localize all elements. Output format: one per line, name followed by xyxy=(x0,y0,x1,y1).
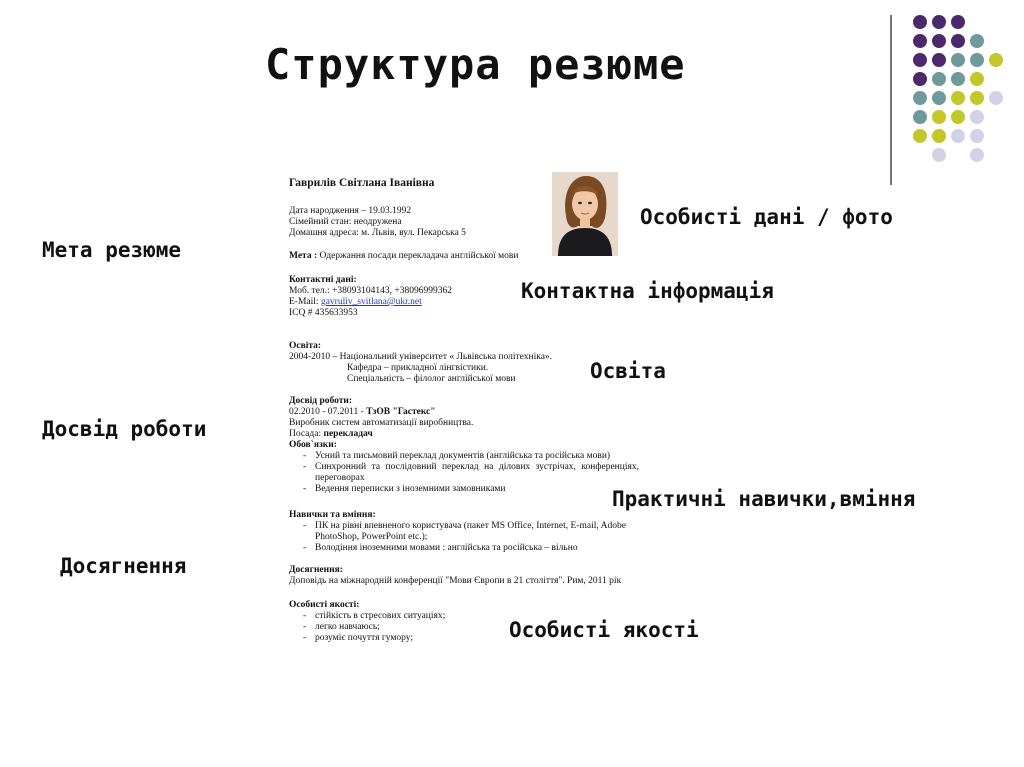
resume-exp-period: 02.2010 - 07.2011 - xyxy=(289,407,364,417)
resume-skill-item: - ПК на рівні впевненого користувача (пакет MS Office, Internet, E-mail, Adobe PhotoShop, PowerPoint etc.); xyxy=(289,521,639,543)
resume-contacts-heading: Контактні дані: xyxy=(289,275,357,285)
decor-dot xyxy=(989,53,1003,67)
label-goal: Мета резюме xyxy=(42,238,182,262)
decor-dot xyxy=(951,34,965,48)
label-achievements: Досягнення xyxy=(60,554,187,578)
decor-dot xyxy=(932,53,946,67)
decor-dot xyxy=(932,34,946,48)
resume-position-value: перекладач xyxy=(323,429,373,439)
decor-dot xyxy=(913,34,927,48)
decor-dot xyxy=(970,53,984,67)
label-personal-data: Особисті дані / фото xyxy=(640,205,893,229)
label-skills: Практичні навички,вміння xyxy=(612,487,916,511)
decor-dot xyxy=(951,53,965,67)
resume-experience xyxy=(289,396,639,495)
resume-document xyxy=(289,178,639,648)
decor-dot xyxy=(913,15,927,29)
resume-goal-text: Одержання посади перекладача англійської мови xyxy=(319,251,519,261)
decor-dot xyxy=(932,129,946,143)
decor-dot xyxy=(913,91,927,105)
resume-qualities xyxy=(289,600,639,644)
resume-email-link[interactable]: gavruliv_svitlana@ukr.net xyxy=(320,297,422,307)
decor-dot xyxy=(932,91,946,105)
resume-contacts xyxy=(289,275,639,319)
label-contacts: Контактна інформація xyxy=(521,279,774,303)
decor-dot xyxy=(913,72,927,86)
resume-marital: Сімейний стан: неодружена xyxy=(289,217,402,227)
decor-dot xyxy=(951,15,965,29)
resume-experience-heading: Досвід роботи: xyxy=(289,396,353,406)
resume-education-line: Кафедра – прикладної лінгвістики. xyxy=(347,363,489,373)
resume-achievements xyxy=(289,565,639,587)
resume-duty-item: - Синхронний та послідовний переклад на ділових зустрічах, конференціях, переговорах xyxy=(289,462,639,484)
resume-quality-item: - легко навчаюсь; xyxy=(289,622,639,633)
resume-email-label: E-Mail: xyxy=(289,297,319,307)
resume-position xyxy=(289,429,639,440)
resume-education-heading: Освіта: xyxy=(289,341,322,351)
resume-skills xyxy=(289,510,639,554)
slide-title: Структура резюме xyxy=(265,40,686,89)
resume-achievement: Доповідь на міжнародній конференції "Мови Європи в 21 століття". Рим, 2011 рік xyxy=(289,576,622,586)
decor-dot xyxy=(970,91,984,105)
resume-birth: Дата народження – 19.03.1992 xyxy=(289,206,412,216)
resume-education xyxy=(289,341,639,385)
decor-dot xyxy=(913,110,927,124)
decor-dot xyxy=(951,72,965,86)
resume-address: Домашня адреса: м. Львів, вул. Пекарська 5 xyxy=(289,228,466,238)
divider-line xyxy=(890,15,892,185)
decor-dot xyxy=(913,129,927,143)
resume-qualities-heading: Особисті якості: xyxy=(289,600,360,610)
resume-duty-item: - Ведення переписки з іноземними замовниками xyxy=(289,484,639,495)
decor-dot xyxy=(951,91,965,105)
decor-dot xyxy=(951,110,965,124)
resume-quality-item: - розуміє почуття гумору; xyxy=(289,633,639,644)
label-experience: Досвід роботи xyxy=(42,417,207,441)
label-qualities: Особисті якості xyxy=(509,618,699,642)
decor-dot xyxy=(970,129,984,143)
resume-education-line: 2004-2010 – Національний університет « Львівська політехніка». xyxy=(289,352,553,362)
label-education: Освіта xyxy=(590,359,666,383)
decor-dot xyxy=(970,148,984,162)
decor-dot xyxy=(932,15,946,29)
resume-duty-item: - Усний та письмовий переклад документів (англійська та російська мови) xyxy=(289,451,639,462)
resume-goal-label: Мета : xyxy=(289,251,318,261)
resume-skills-heading: Навички та вміння: xyxy=(289,510,376,520)
decor-dot xyxy=(970,110,984,124)
resume-personal xyxy=(289,206,639,239)
resume-goal xyxy=(289,251,639,262)
resume-education-line: Спеціальність – філолог англійської мови xyxy=(347,374,516,384)
resume-duties-heading: Обов`язки: xyxy=(289,440,337,450)
resume-name: Гаврилів Світлана Іванівна xyxy=(289,177,435,189)
decor-dot xyxy=(951,129,965,143)
resume-position-label: Посада: xyxy=(289,429,322,439)
resume-email-line xyxy=(289,297,639,308)
resume-quality-item: - стійкість в стресових ситуаціях; xyxy=(289,611,639,622)
decor-dot xyxy=(970,72,984,86)
decor-dot xyxy=(932,148,946,162)
resume-exp-desc: Виробник систем автоматизації виробництва. xyxy=(289,418,474,428)
resume-exp-company: ТзОВ "Гастекс" xyxy=(366,407,436,417)
decor-dot xyxy=(932,72,946,86)
resume-achievements-heading: Досягнення: xyxy=(289,565,343,575)
resume-exp-line xyxy=(289,407,639,418)
decor-dot xyxy=(932,110,946,124)
decor-dot xyxy=(989,91,1003,105)
decor-dot xyxy=(913,53,927,67)
resume-icq: ICQ # 435633953 xyxy=(289,308,358,318)
resume-skill-item: - Володіння іноземними мовами : англійська та російська – вільно xyxy=(289,543,639,554)
resume-phone: Моб. тел.: +38093104143, +38096999362 xyxy=(289,286,453,296)
decor-dot xyxy=(970,34,984,48)
